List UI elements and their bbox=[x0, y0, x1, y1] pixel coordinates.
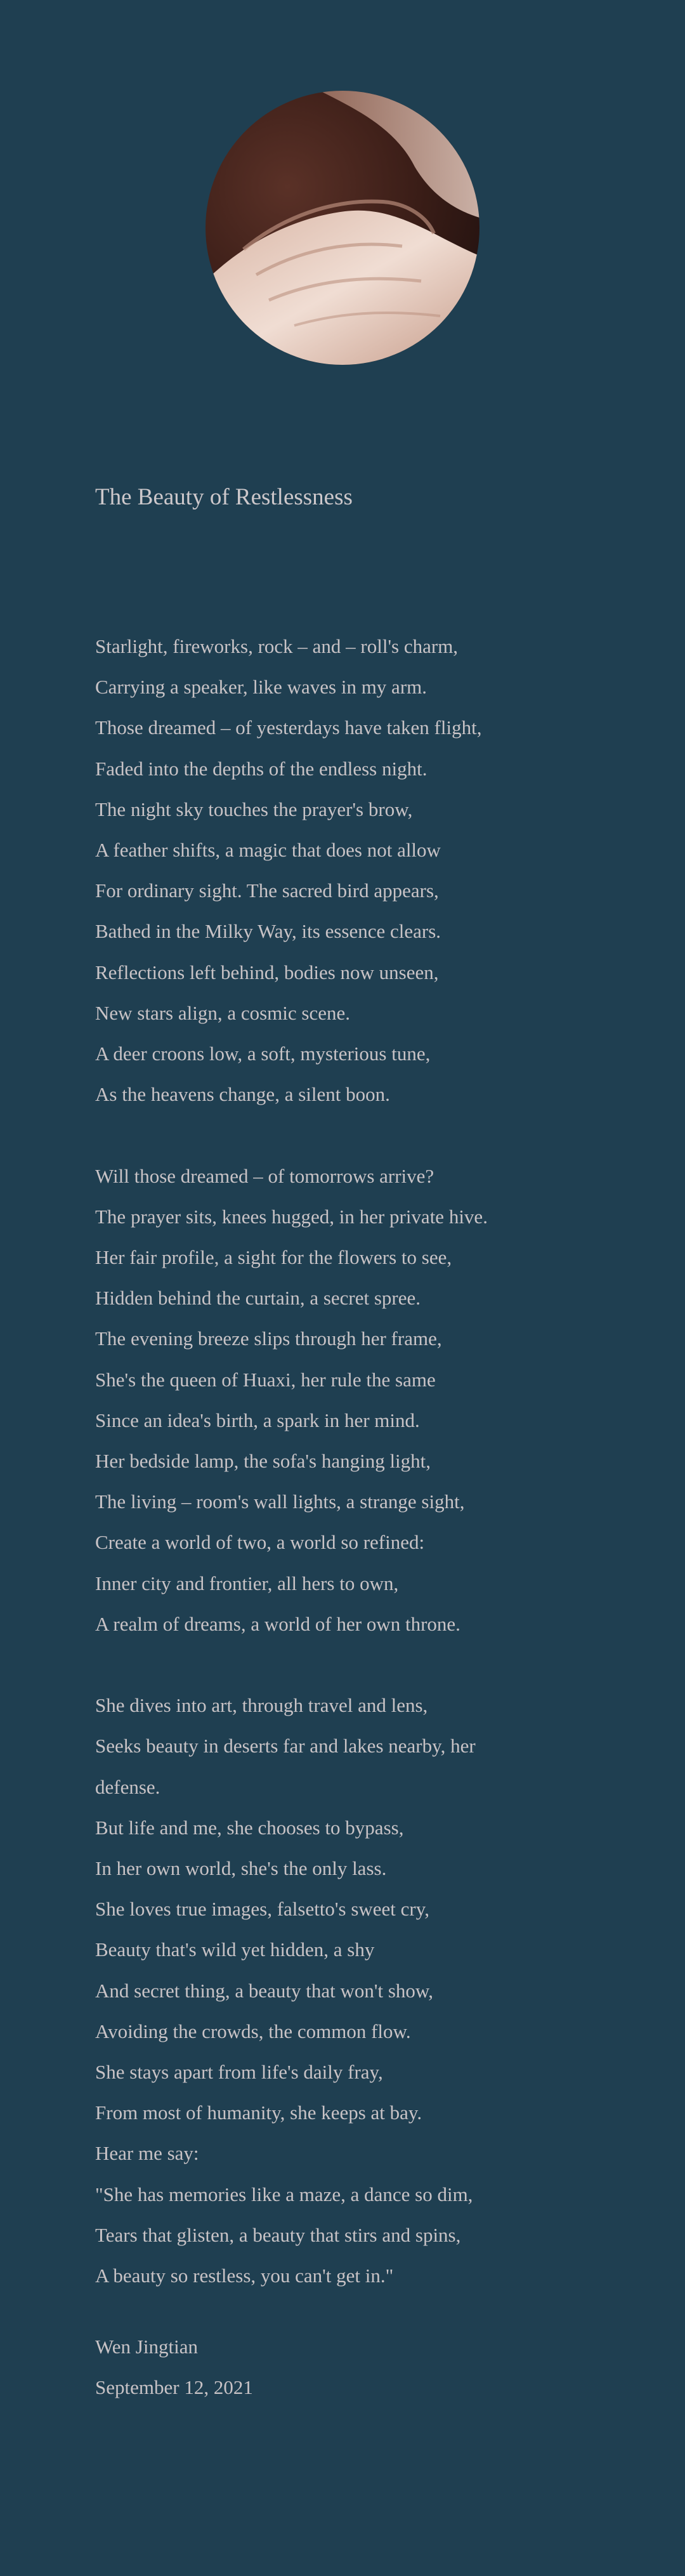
poem-line: In her own world, she's the only lass. bbox=[95, 1857, 387, 1880]
poem-line: Will those dreamed – of tomorrows arrive? bbox=[95, 1164, 434, 1187]
poem-line: A deer croons low, a soft, mysterious tune, bbox=[95, 1042, 431, 1065]
poem-line: The night sky touches the prayer's brow, bbox=[95, 798, 413, 820]
stanza-break bbox=[95, 1645, 603, 1685]
poem-line: Those dreamed – of yesterdays have taken flight, bbox=[95, 716, 482, 739]
poem-line: Tears that glisten, a beauty that stirs and spins, bbox=[95, 2223, 461, 2246]
poem-body bbox=[95, 626, 603, 2296]
poem-line: Faded into the depths of the endless night. bbox=[95, 757, 427, 780]
poem-line: "She has memories like a maze, a dance so dim, bbox=[95, 2183, 473, 2205]
poem-line: She's the queen of Huaxi, her rule the same bbox=[95, 1368, 436, 1391]
poem-line: From most of humanity, she keeps at bay. bbox=[95, 2101, 422, 2124]
poem-line: She stays apart from life's daily fray, bbox=[95, 2061, 383, 2084]
poem-line: As the heavens change, a silent boon. bbox=[95, 1083, 390, 1106]
poem-line: Hidden behind the curtain, a secret spree. bbox=[95, 1287, 421, 1310]
poem-line: Her bedside lamp, the sofa's hanging light, bbox=[95, 1450, 431, 1473]
poem-line: Reflections left behind, bodies now unseen, bbox=[95, 961, 439, 983]
poem-line: Starlight, fireworks, rock – and – roll's charm, bbox=[95, 635, 459, 657]
poem-date: September 12, 2021 bbox=[95, 2376, 253, 2399]
poem-line: A realm of dreams, a world of her own throne. bbox=[95, 1612, 460, 1635]
poem-line: For ordinary sight. The sacred bird appears, bbox=[95, 879, 439, 902]
poem-line: Hear me say: bbox=[95, 2142, 199, 2165]
poem-line: defense. bbox=[95, 1775, 160, 1798]
poem-line: Create a world of two, a world so refined: bbox=[95, 1531, 425, 1554]
poem-line: Inner city and frontier, all hers to own, bbox=[95, 1572, 399, 1594]
poem-line: New stars align, a cosmic scene. bbox=[95, 1001, 351, 1024]
poem-line: The prayer sits, knees hugged, in her private hive. bbox=[95, 1205, 488, 1228]
poem-line: Since an idea's birth, a spark in her mind. bbox=[95, 1409, 420, 1431]
poem-line: She loves true images, falsetto's sweet cry, bbox=[95, 1898, 429, 1921]
poem-line: Avoiding the crowds, the common flow. bbox=[95, 2020, 411, 2042]
poem-line: Seeks beauty in deserts far and lakes nearby, her bbox=[95, 1735, 476, 1758]
poem-line: Beauty that's wild yet hidden, a shy bbox=[95, 1938, 375, 1961]
stanza-break bbox=[95, 1115, 603, 1155]
poem-line: The living – room's wall lights, a strange sight, bbox=[95, 1490, 465, 1513]
author-name: Wen Jingtian bbox=[95, 2336, 198, 2358]
poem-line: Bathed in the Milky Way, its essence clears. bbox=[95, 920, 441, 943]
header-photo bbox=[206, 91, 480, 365]
poem-line: A feather shifts, a magic that does not allow bbox=[95, 839, 441, 862]
poem-line: But life and me, she chooses to bypass, bbox=[95, 1816, 404, 1839]
poem-line: And secret thing, a beauty that won't show, bbox=[95, 1979, 434, 2002]
signature bbox=[95, 2327, 253, 2408]
photo-of-hands-icon bbox=[206, 91, 480, 365]
poem-line: The evening breeze slips through her frame, bbox=[95, 1327, 442, 1350]
poem-title: The Beauty of Restlessness bbox=[95, 484, 353, 510]
poem-line: She dives into art, through travel and lens, bbox=[95, 1694, 428, 1717]
poem-line: Carrying a speaker, like waves in my arm. bbox=[95, 676, 427, 699]
poem-line: Her fair profile, a sight for the flowers to see, bbox=[95, 1246, 452, 1269]
poem-line: A beauty so restless, you can't get in." bbox=[95, 2264, 394, 2287]
